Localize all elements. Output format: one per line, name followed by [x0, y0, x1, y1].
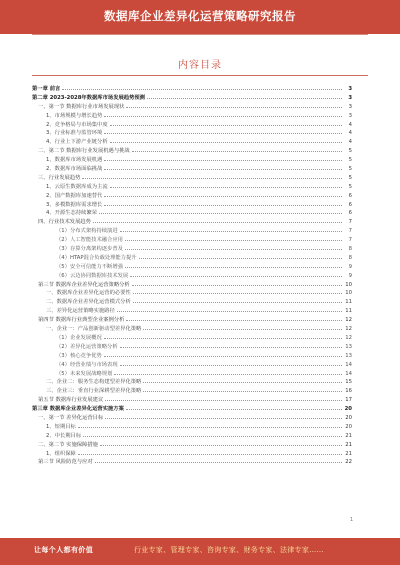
toc-entry[interactable] [32, 155, 352, 164]
toc-entry-page: 20 [345, 414, 352, 421]
toc-entry[interactable] [32, 84, 352, 93]
toc-entry-text: 二、数据库企业差异化运营模式分析 [46, 299, 131, 306]
toc-entry[interactable] [32, 191, 352, 200]
toc-leader-dots [132, 280, 342, 286]
footer-experts-line: 行业专家、管理专家、咨询专家、财务专家、法律专家…… [134, 546, 324, 554]
toc-leader-dots [143, 386, 342, 392]
toc-entry-text: 1、云原生数据库成为主流 [46, 183, 108, 190]
toc-entry-text: 一、第一节 数据库行业市场发展现状 [38, 103, 125, 110]
toc-entry[interactable] [32, 360, 352, 369]
toc-entry-page: 6 [348, 210, 352, 217]
toc-entry-text: 三、行业发展趋势 [38, 174, 81, 181]
toc-entry-text: 2、数据库市场面临挑战 [46, 166, 103, 173]
toc-entry-page: 8 [348, 246, 352, 253]
toc-entry-text: 1、数据库市场发展机遇 [46, 157, 103, 164]
toc-entry-page: 21 [345, 432, 352, 439]
toc-entry-text: 第三章 数据库企业差异化运营实施方案 [32, 406, 124, 413]
toc-leader-dots [104, 191, 342, 197]
toc-entry[interactable] [32, 422, 352, 431]
toc-entry-text: 二、第二节 数据库行业发展机遇与挑战 [38, 148, 130, 155]
toc-entry-text: 第三节 数据库企业差异化运营策略分析 [38, 281, 130, 288]
toc-entry[interactable] [32, 315, 352, 324]
toc-entry-page: 9 [348, 263, 352, 270]
toc-entry-page: 3 [348, 112, 352, 119]
toc-entry-text: 1、市场规模与增长趋势 [46, 112, 103, 119]
toc-leader-dots [143, 324, 342, 330]
toc-leader-dots [105, 413, 342, 419]
toc-entry[interactable] [32, 431, 352, 440]
toc-leader-dots [104, 200, 342, 206]
toc-leader-dots [133, 297, 342, 303]
toc-entry-page: 5 [348, 166, 352, 173]
toc-entry-page: 3 [348, 103, 352, 110]
toc-leader-dots [133, 288, 342, 294]
toc-entry-page: 15 [345, 379, 352, 386]
toc-entry[interactable] [32, 235, 352, 244]
toc-entry[interactable] [32, 182, 352, 191]
toc-leader-dots [126, 315, 342, 321]
toc-entry-text: （3）存算分离架构逐步普及 [56, 246, 123, 253]
report-title: 数据库企业差异化运营策略研究报告 [104, 9, 296, 23]
toc-entry-text: 2、中长期目标 [46, 432, 82, 439]
toc-entry[interactable] [32, 244, 352, 253]
toc-entry[interactable] [32, 404, 352, 413]
toc-entry-text: 第一章 前言 [32, 86, 61, 92]
toc-entry[interactable] [32, 280, 352, 289]
toc-leader-dots [104, 164, 342, 170]
toc-leader-dots [125, 235, 342, 241]
toc-entry-page: 8 [348, 254, 352, 261]
toc-entry-text: 3、多模数据库需求增长 [46, 201, 103, 208]
toc-entry-page: 22 [345, 459, 352, 466]
toc-entry[interactable] [32, 271, 352, 280]
toc-entry[interactable] [32, 288, 352, 297]
toc-entry[interactable] [32, 102, 352, 111]
toc-entry[interactable] [32, 173, 352, 182]
toc-entry-text: （3）核心竞争优势 [56, 352, 102, 359]
toc-entry[interactable] [32, 146, 352, 155]
toc-entry[interactable] [32, 413, 352, 422]
toc-entry-text: 2、国产数据库加速替代 [46, 192, 103, 199]
toc-entry[interactable] [32, 351, 352, 360]
toc-entry-text: 四、行业技术发展趋势 [38, 219, 91, 226]
toc-entry-page: 3 [348, 94, 352, 101]
toc-leader-dots [82, 173, 342, 179]
toc-entry-page: 6 [348, 201, 352, 208]
toc-entry-text: 1、组织保障 [46, 450, 76, 457]
toc-entry[interactable] [32, 297, 352, 306]
toc-leader-dots [110, 137, 342, 143]
toc-entry-page: 5 [348, 148, 352, 155]
toc-entry-page: 7 [348, 237, 352, 244]
toc-leader-dots [125, 244, 342, 250]
toc-entry[interactable] [32, 457, 352, 466]
toc-entry-page: 16 [345, 388, 352, 395]
toc-entry-page: 21 [345, 450, 352, 457]
toc-entry[interactable] [32, 440, 352, 449]
toc-entry[interactable] [32, 111, 352, 120]
toc-entry-page: 10 [345, 290, 352, 297]
toc-leader-dots [104, 155, 342, 161]
toc-leader-dots [105, 395, 342, 401]
toc-leader-dots [95, 457, 342, 463]
footer-slogan: 让每个人都有价值 [34, 546, 94, 554]
toc-entry-page: 5 [348, 183, 352, 190]
toc-entry-text: 2、竞争格局与市场集中度 [46, 121, 108, 128]
header-divider [32, 34, 368, 35]
toc-entry-text: 第三节 风险防范与应对 [38, 459, 93, 466]
toc-entry-text: 第四节 数据库行业典型企业案例分析 [38, 317, 125, 324]
toc-entry-text: （5）安全可信能力不断增强 [56, 263, 123, 270]
toc-entry-text: 三、企业三：垂直行业深耕型差异化策略 [46, 388, 142, 395]
page-number: 1 [350, 517, 354, 523]
toc-leader-dots [114, 369, 342, 375]
toc-leader-dots [104, 128, 342, 134]
toc-leader-dots [117, 306, 342, 312]
toc-entry[interactable] [32, 306, 352, 315]
toc-entry-page: 6 [348, 192, 352, 199]
toc-entry[interactable] [32, 137, 352, 146]
toc-entry-page: 12 [345, 317, 352, 324]
toc-leader-dots [120, 360, 342, 366]
toc-leader-dots [110, 182, 342, 188]
toc-entry[interactable] [32, 342, 352, 351]
toc-entry-page: 20 [344, 406, 352, 413]
toc-leader-dots [104, 111, 342, 117]
toc-leader-dots [104, 351, 342, 357]
toc-leader-dots [125, 262, 342, 268]
toc-entry[interactable] [32, 226, 352, 235]
toc-entry-page: 20 [345, 423, 352, 430]
toc-entry-text: 第二章 2023-2028年数据库市场发展趋势预测 [32, 94, 145, 101]
toc-leader-dots [62, 84, 342, 90]
toc-leader-dots [83, 431, 342, 437]
toc-entry-page: 5 [348, 174, 352, 181]
toc-entry-page: 4 [348, 121, 352, 128]
toc-entry-page: 4 [348, 130, 352, 137]
toc-entry-text: 二、企业二：服务生态构建型差异化策略 [46, 379, 142, 386]
toc-leader-dots [110, 120, 342, 126]
toc-entry-text: （5）未来发展战略规划 [56, 370, 113, 377]
toc-entry-text: 第五节 数据库行业发展建议 [38, 397, 104, 404]
toc-entry-page: 11 [345, 308, 352, 315]
toc-entry-text: 一、企业一：产品创新驱动型差异化策略 [46, 326, 142, 333]
toc-entry-text: （2）人工智能技术融合应用 [56, 237, 123, 244]
toc-divider [32, 75, 368, 76]
toc-entry-page: 13 [345, 343, 352, 350]
toc-entry-page: 11 [345, 299, 352, 306]
toc-entry[interactable] [32, 120, 352, 129]
toc-entry-page: 14 [345, 370, 352, 377]
toc-leader-dots [120, 226, 342, 232]
toc-entry-text: 三、差异化运营策略实施路径 [46, 308, 115, 315]
toc-leader-dots [120, 342, 342, 348]
toc-entry[interactable] [32, 386, 352, 395]
toc-entry[interactable] [32, 395, 352, 404]
toc-entry-page: 17 [345, 397, 352, 404]
toc-entry-page: 9 [348, 272, 352, 279]
toc-entry[interactable] [32, 164, 352, 173]
toc-entry[interactable] [32, 208, 352, 217]
toc-entry-text: （4）经营业绩与市场表现 [56, 361, 118, 368]
toc-entry-text: 3、行业标准与监管环境 [46, 130, 103, 137]
toc-entry[interactable] [32, 262, 352, 271]
toc-entry[interactable] [32, 449, 352, 458]
toc-entry[interactable] [32, 128, 352, 137]
toc-entry[interactable] [32, 93, 352, 102]
toc-entry[interactable] [32, 200, 352, 209]
toc-entry-text: 4、开源生态持续繁荣 [46, 210, 98, 217]
toc-leader-dots [99, 208, 342, 214]
toc-leader-dots [78, 449, 342, 455]
toc-entry-page: 13 [345, 352, 352, 359]
toc-leader-dots [147, 93, 342, 99]
toc-entry[interactable] [32, 333, 352, 342]
toc-entry-page: 7 [348, 228, 352, 235]
toc-leader-dots [143, 377, 342, 383]
toc-entry-text: （2）差异化运营策略分析 [56, 343, 118, 350]
toc-entry-page: 5 [348, 157, 352, 164]
toc-leader-dots [93, 217, 342, 223]
toc-entry-text: （1）企业发展概况 [56, 334, 102, 341]
toc-entry[interactable] [32, 217, 352, 226]
toc-entry-page: 21 [345, 441, 352, 448]
toc-entry-page: 12 [345, 326, 352, 333]
toc-entry-page: 3 [348, 86, 352, 92]
toc-leader-dots [130, 271, 342, 277]
toc-entry-text: （1）分布式架构持续演进 [56, 228, 118, 235]
toc-entry-page: 10 [345, 281, 352, 288]
toc-entry-text: 一、第一节 差异化运营目标 [38, 414, 104, 421]
toc-entry[interactable] [32, 369, 352, 378]
toc-leader-dots [78, 422, 342, 428]
toc-entry[interactable] [32, 377, 352, 386]
toc-entry-text: 一、数据库企业差异化运营的必要性 [46, 290, 131, 297]
toc-entry-text: （6）云边协同数据库技术发展 [56, 272, 129, 279]
toc-entry-text: 4、行业上下游产业链分析 [46, 139, 108, 146]
toc-leader-dots [139, 253, 342, 259]
toc-leader-dots [126, 102, 342, 108]
table-of-contents [32, 84, 352, 466]
toc-entry[interactable] [32, 253, 352, 262]
toc-entry-text: （4）HTAP混合负载处理能力提升 [56, 254, 137, 261]
toc-entry-text: 二、第二节 实施保障措施 [38, 441, 98, 448]
toc-leader-dots [126, 404, 342, 410]
toc-entry-page: 14 [345, 361, 352, 368]
toc-entry-page: 12 [345, 334, 352, 341]
toc-entry-page: 4 [348, 139, 352, 146]
toc-leader-dots [104, 333, 342, 339]
toc-entry-text: 1、短期目标 [46, 423, 76, 430]
toc-leader-dots [100, 440, 342, 446]
toc-title: 内容目录 [178, 60, 222, 71]
toc-leader-dots [132, 146, 342, 152]
toc-entry-page: 7 [348, 219, 352, 226]
toc-entry[interactable] [32, 324, 352, 333]
